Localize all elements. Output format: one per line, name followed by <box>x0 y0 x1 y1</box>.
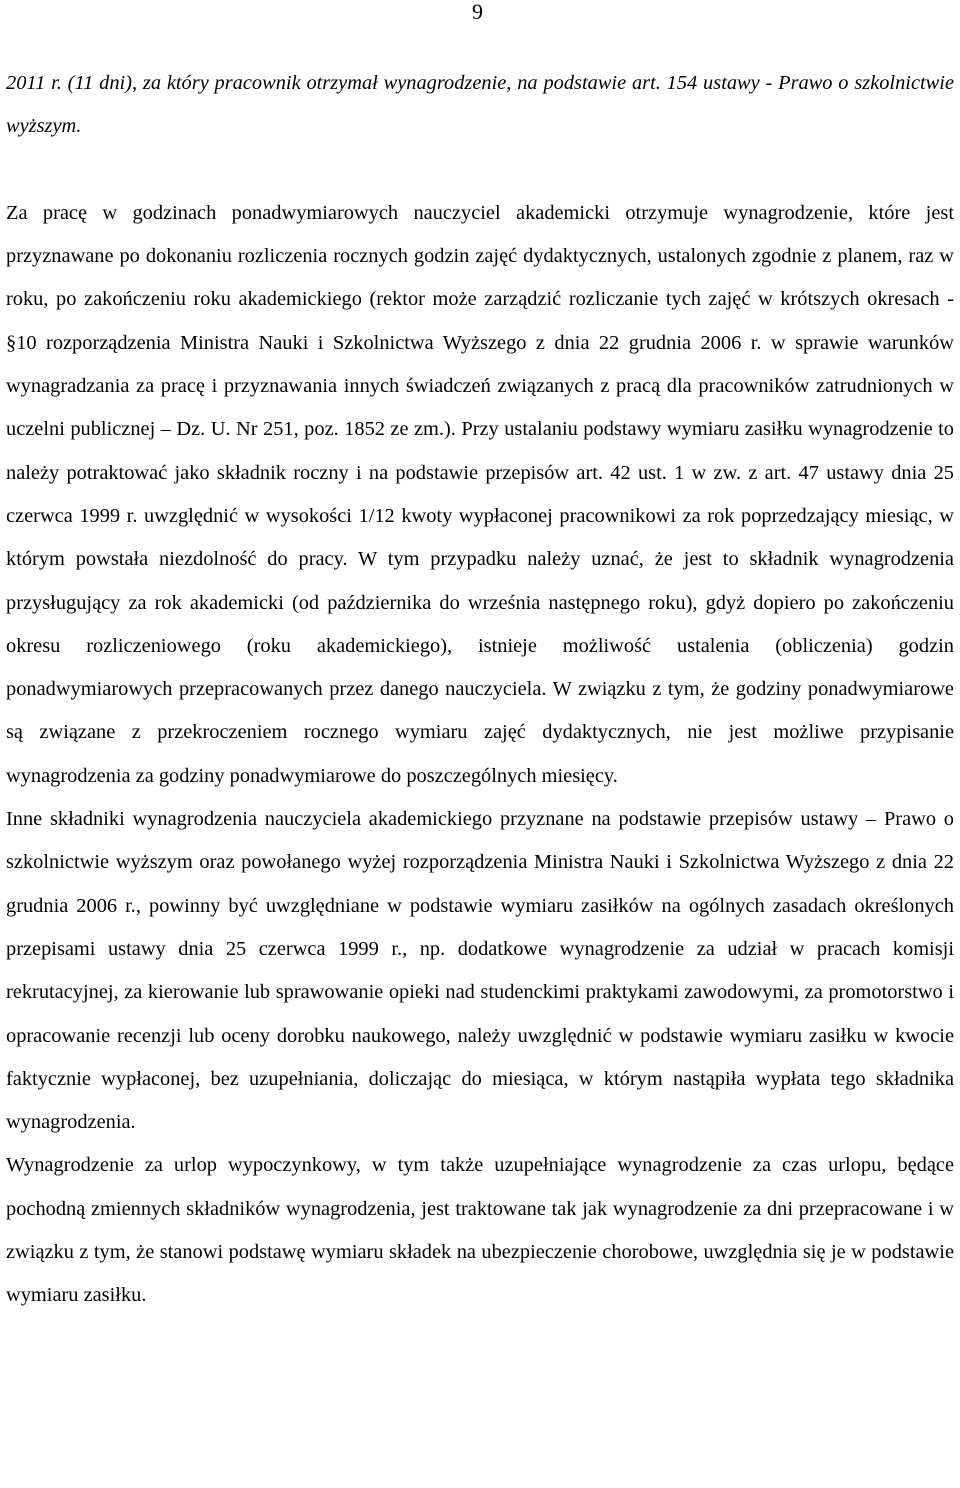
paragraph-other-components: Inne składniki wynagrodzenia nauczyciela akademickiego przyznane na podstawie przepisów ustawy – Prawo o szkolnictwie wyższym oraz powołanego wyżej rozporządzenia Ministra Nauki i Szkolnictwa Wyższego z dnia 22 grudnia 2006 r., powinny być uwzględniane w podstawie wymiaru zasiłków na ogólnych zasadach określonych przepisami ustawy dnia 25 czerwca 1999 r., np. dodatkowe wynagrodzenie za udział w pracach komisji rekrutacyjnej, za kierowanie lub sprawowanie opieki nad studenckimi praktykami zawodowymi, za promotorstwo i opracowanie recenzji lub oceny dorobku naukowego, należy uwzględnić w podstawie wymiaru zasiłku w kwocie faktycznie wypłaconej, bez uzupełniania, doliczając do miesiąca, w którym nastąpiła wypłata tego składnika wynagrodzenia. <box>6 808 954 1134</box>
document-body <box>6 62 954 1318</box>
paragraph-continuation: 2011 r. (11 dni), za który pracownik otrzymał wynagrodzenie, na podstawie art. 154 ustawy - Prawo o szkolnictwie wyższym. <box>6 72 954 138</box>
paragraph-vacation-pay: Wynagrodzenie za urlop wypoczynkowy, w tym także uzupełniające wynagrodzenie za czas urlopu, będące pochodną zmiennych składników wynagrodzenia, jest traktowane tak jak wynagrodzenie za dni przepracowane i w związku z tym, że stanowi podstawę wymiaru składek na ubezpieczenie chorobowe, uwzględnia się je w podstawie wymiaru zasiłku. <box>6 1154 954 1307</box>
paragraph-overtime-pay: Za pracę w godzinach ponadwymiarowych nauczyciel akademicki otrzymuje wynagrodzenie, które jest przyznawane po dokonaniu rozliczenia rocznych godzin zajęć dydaktycznych, ustalonych zgodnie z planem, raz w roku, po zakończeniu roku akademickiego (rektor może zarządzić rozliczanie tych zajęć w krótszych okresach - §10 rozporządzenia Ministra Nauki i Szkolnictwa Wyższego z dnia 22 grudnia 2006 r. w sprawie warunków wynagradzania za pracę i przyznawania innych świadczeń związanych z pracą dla pracowników zatrudnionych w uczelni publicznej – Dz. U. Nr 251, poz. 1852 ze zm.). Przy ustalaniu podstawy wymiaru zasiłku wynagrodzenie to należy potraktować jako składnik roczny i na podstawie przepisów art. 42 ust. 1 w zw. z art. 47 ustawy dnia 25 czerwca 1999 r. uwzględnić w wysokości 1/12 kwoty wypłaconej pracownikowi za rok poprzedzający miesiąc, w którym powstała niezdolność do pracy. W tym przypadku należy uznać, że jest to składnik wynagrodzenia przysługujący za rok akademicki (od października do września następnego roku), gdyż dopiero po zakończeniu okresu rozliczeniowego (roku akademickiego), istnieje możliwość ustalenia (obliczenia) godzin ponadwymiarowych przepracowanych przez danego nauczyciela. W związku z tym, że godziny ponadwymiarowe są związane z przekroczeniem rocznego wymiaru zajęć dydaktycznych, nie jest możliwe przypisanie wynagrodzenia za godziny ponadwymiarowe do poszczególnych miesięcy. <box>6 201 954 787</box>
page-number: 9 <box>472 0 483 24</box>
